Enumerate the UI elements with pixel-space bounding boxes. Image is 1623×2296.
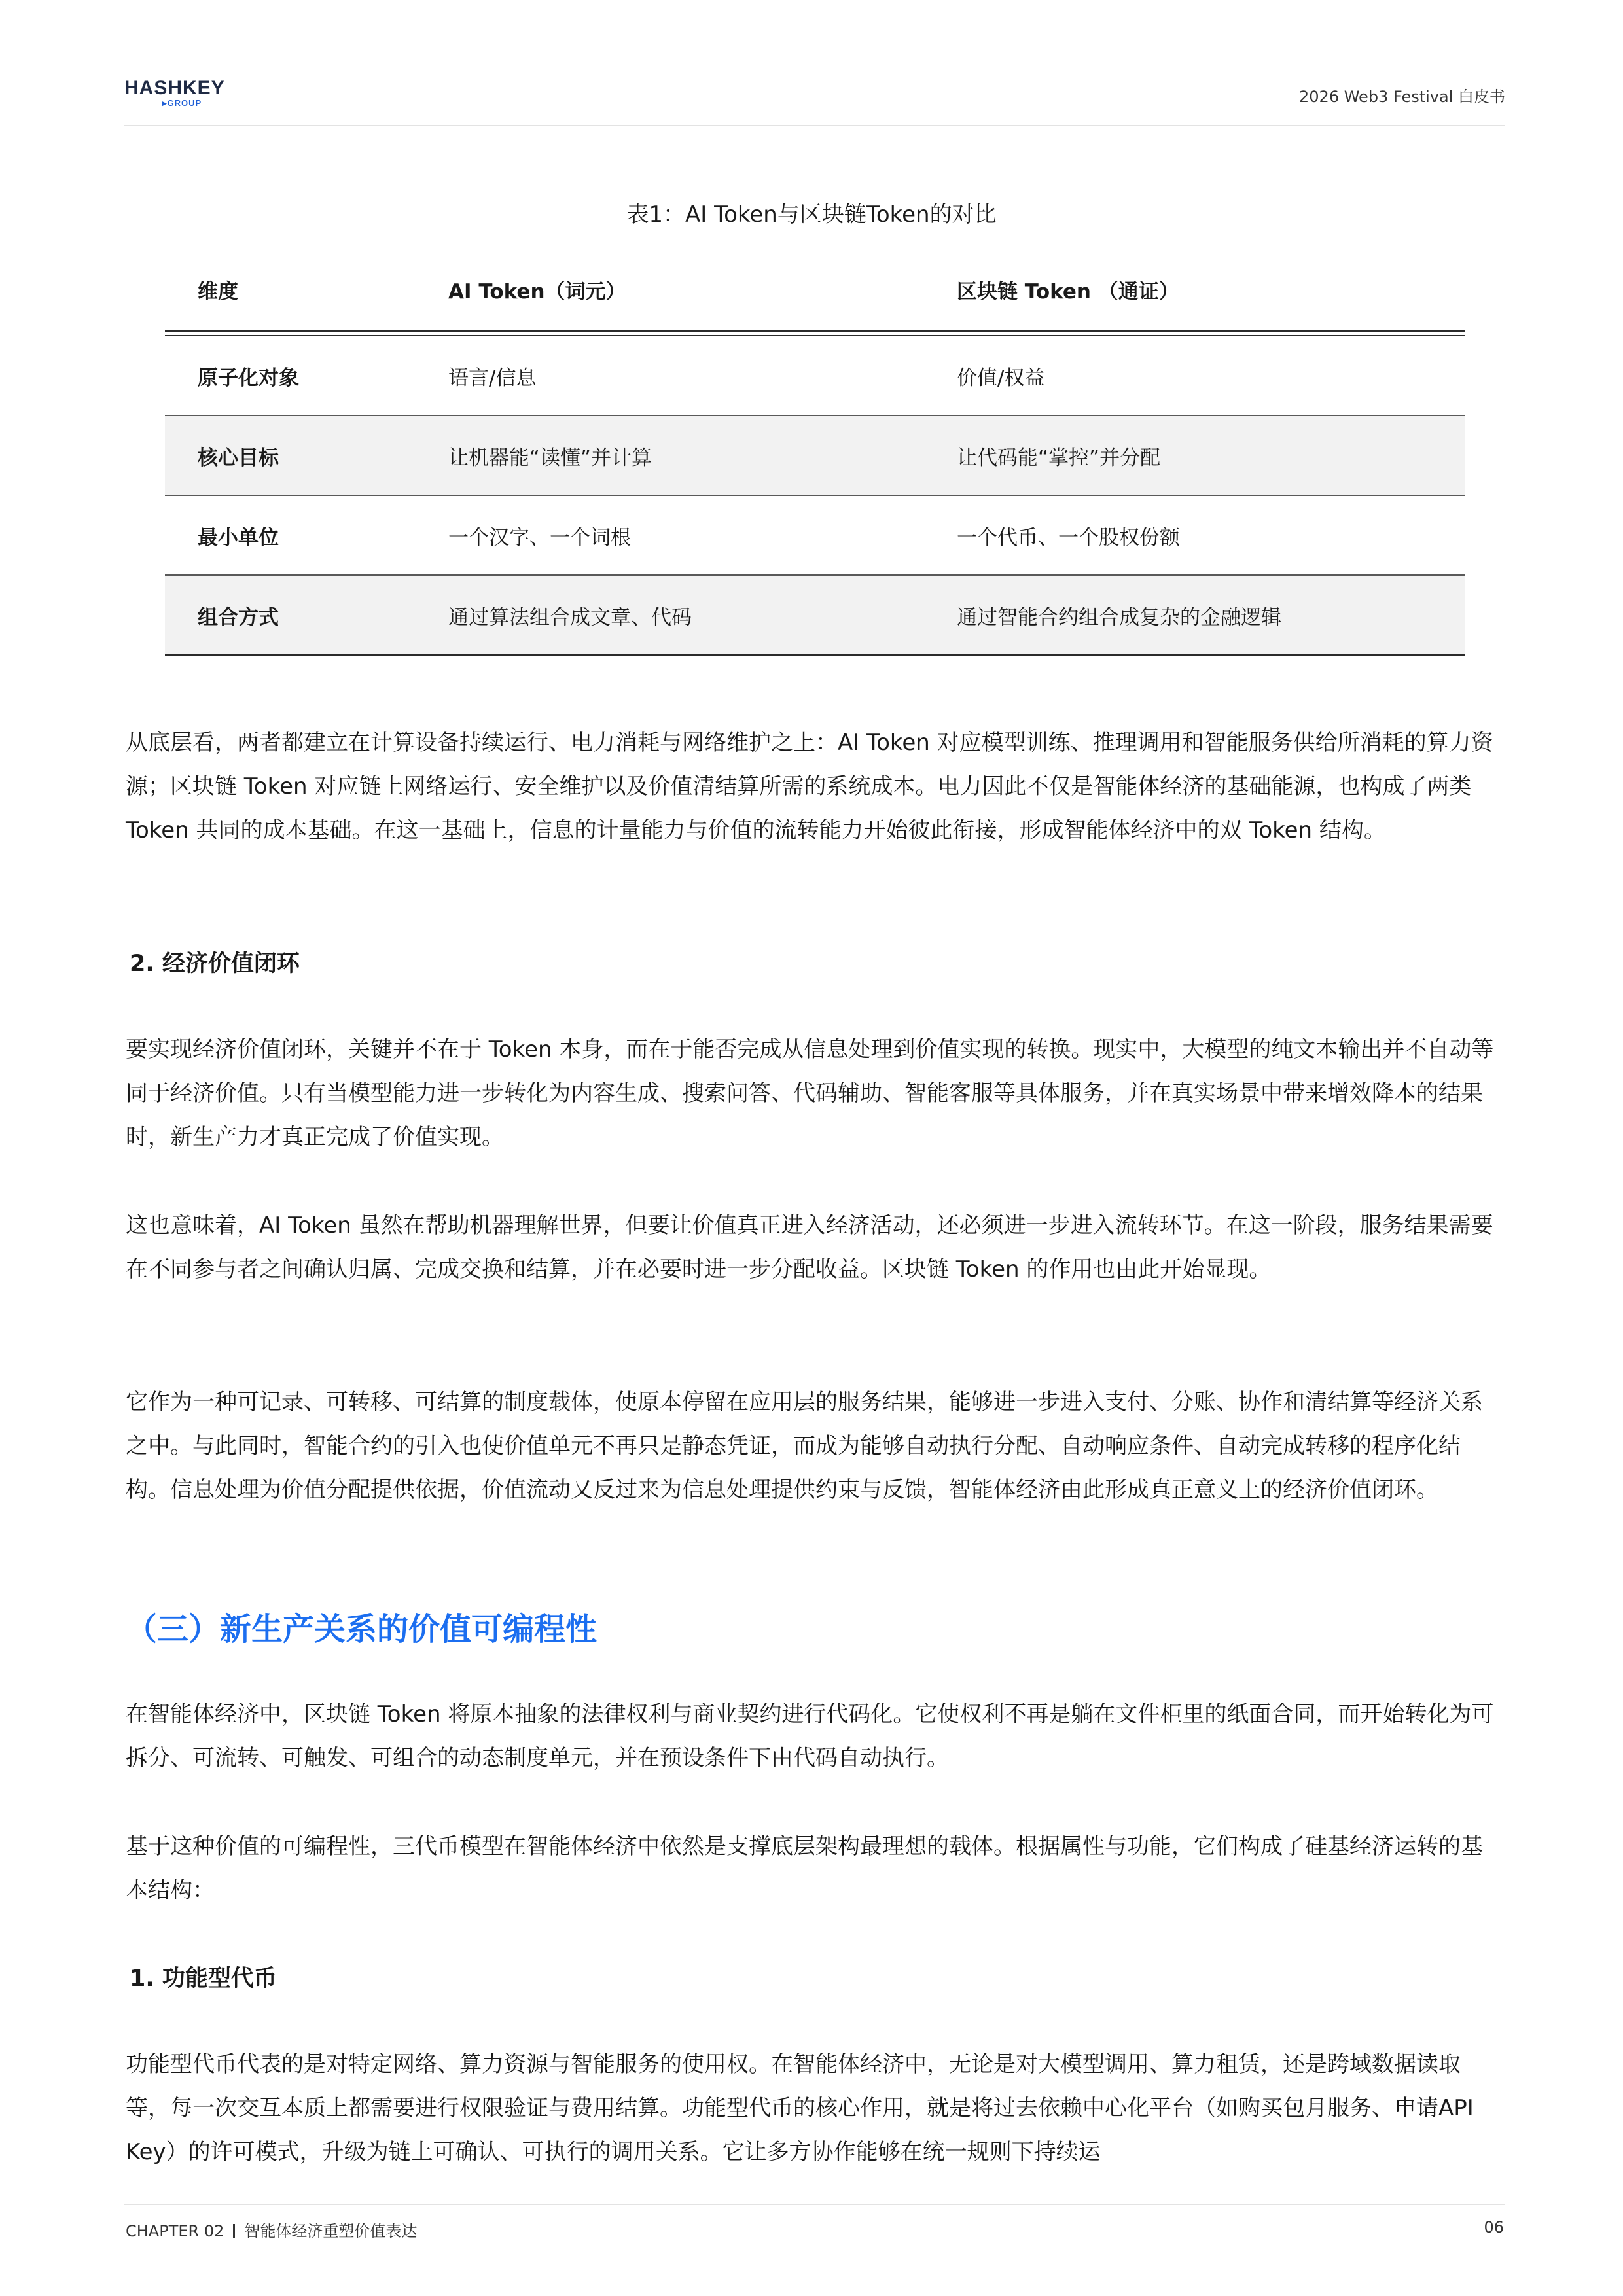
table-cell-dimension: 核心目标 (198, 446, 279, 470)
table-cell-dimension: 最小单位 (198, 525, 279, 550)
table-cell-blockchain-token: 让代码能“掌控”并分配 (957, 446, 1161, 470)
table-header-cell: AI Token（词元） (448, 280, 626, 304)
body-paragraph: 要实现经济价值闭环，关键并不在于 Token 本身，而在于能否完成从信息处理到价值实现的转换。现实中，大模型的纯文本输出并不自动等同于经济价值。只有当模型能力进一步转化为内容生成、搜索问答、代码辅助、智能客服等具体服务，并在真实场景中带来增效降本的结果时，新生产力才真正完成了价值实现。 (126, 1036, 1494, 1150)
table-header-row (165, 249, 1465, 330)
subsection-heading: 1. 功能型代币 (130, 1966, 277, 1992)
chapter-title: 智能体经济重塑价值表达 (244, 2222, 418, 2240)
table-header-cell: 区块链 Token （通证） (957, 280, 1179, 304)
table-cell-blockchain-token: 通过智能合约组合成复杂的金融逻辑 (957, 605, 1281, 629)
separator-bar (233, 2224, 235, 2238)
section-heading: （三）新生产关系的价值可编程性 (126, 1611, 597, 1648)
table-caption: 表1：AI Token与区块链Token的对比 (626, 202, 997, 228)
table-cell-dimension: 组合方式 (198, 605, 279, 629)
logo-wordmark: HASHKEY (124, 77, 225, 99)
body-paragraph: 在智能体经济中，区块链 Token 将原本抽象的法律权利与商业契约进行代码化。它使权利不再是躺在文件柜里的纸面合同，而开始转化为可拆分、可流转、可触发、可组合的动态制度单元，并在预设条件下由代码自动执行。 (126, 1701, 1494, 1771)
table-cell-ai-token: 一个汉字、一个词根 (448, 525, 631, 550)
table-row (165, 496, 1465, 576)
table-cell-blockchain-token: 一个代币、一个股权份额 (957, 525, 1180, 550)
header-divider (124, 125, 1505, 126)
logo-group-label: ▸GROUP (162, 98, 202, 108)
table-cell-ai-token: 通过算法组合成文章、代码 (448, 605, 692, 629)
table-row (165, 416, 1465, 496)
comparison-table (165, 249, 1465, 656)
table-cell-ai-token: 让机器能“读懂”并计算 (448, 446, 652, 470)
hashkey-logo (124, 79, 225, 109)
table-row (165, 336, 1465, 416)
table-row (165, 576, 1465, 656)
footer-chapter (126, 2218, 417, 2241)
document-title: 2026 Web3 Festival 白皮书 (1299, 88, 1505, 106)
chapter-number: CHAPTER 02 (126, 2222, 224, 2240)
table-cell-blockchain-token: 价值/权益 (957, 366, 1045, 390)
table-header-double-rule (165, 330, 1465, 336)
subsection-heading: 2. 经济价值闭环 (130, 951, 300, 977)
body-paragraph: 功能型代币代表的是对特定网络、算力资源与智能服务的使用权。在智能体经济中，无论是对大模型调用、算力租赁，还是跨域数据读取等，每一次交互本质上都需要进行权限验证与费用结算。功能型代币的核心作用，就是将过去依赖中心化平台（如购买包月服务、申请API Key）的许可模式，升级为链上可确认、可执行的调用关系。它让多方协作能够在统一规则下持续运 (126, 2051, 1474, 2165)
table-cell-ai-token: 语言/信息 (448, 366, 537, 390)
body-paragraph: 它作为一种可记录、可转移、可结算的制度载体，使原本停留在应用层的服务结果，能够进一步进入支付、分账、协作和清结算等经济关系之中。与此同时，智能合约的引入也使价值单元不再只是静态凭证，而成为能够自动执行分配、自动响应条件、自动完成转移的程序化结构。信息处理为价值分配提供依据，价值流动又反过来为信息处理提供约束与反馈，智能体经济由此形成真正意义上的经济价值闭环。 (126, 1389, 1483, 1503)
body-paragraph: 从底层看，两者都建立在计算设备持续运行、电力消耗与网络维护之上：AI Token 对应模型训练、推理调用和智能服务供给所消耗的算力资源；区块链 Token 对应链上网络运行、安全维护以及价值清结算所需的系统成本。电力因此不仅是智能体经济的基础能源，也构成了两类 Token 共同的成本基础。在这一基础上，信息的计量能力与价值的流转能力开始彼此衔接，形成智能体经济中的双 Token 结构。 (126, 730, 1493, 843)
table-cell-dimension: 原子化对象 (198, 366, 299, 390)
table-header-cell: 维度 (198, 280, 238, 304)
body-paragraph: 基于这种价值的可编程性，三代币模型在智能体经济中依然是支撑底层架构最理想的载体。根据属性与功能，它们构成了硅基经济运转的基本结构： (126, 1833, 1483, 1903)
footer-divider (124, 2204, 1505, 2205)
body-paragraph: 这也意味着，AI Token 虽然在帮助机器理解世界，但要让价值真正进入经济活动，还必须进一步进入流转环节。在这一阶段，服务结果需要在不同参与者之间确认归属、完成交换和结算，并在必要时进一步分配收益。区块链 Token 的作用也由此开始显现。 (126, 1212, 1493, 1282)
page-number: 06 (1484, 2218, 1504, 2236)
